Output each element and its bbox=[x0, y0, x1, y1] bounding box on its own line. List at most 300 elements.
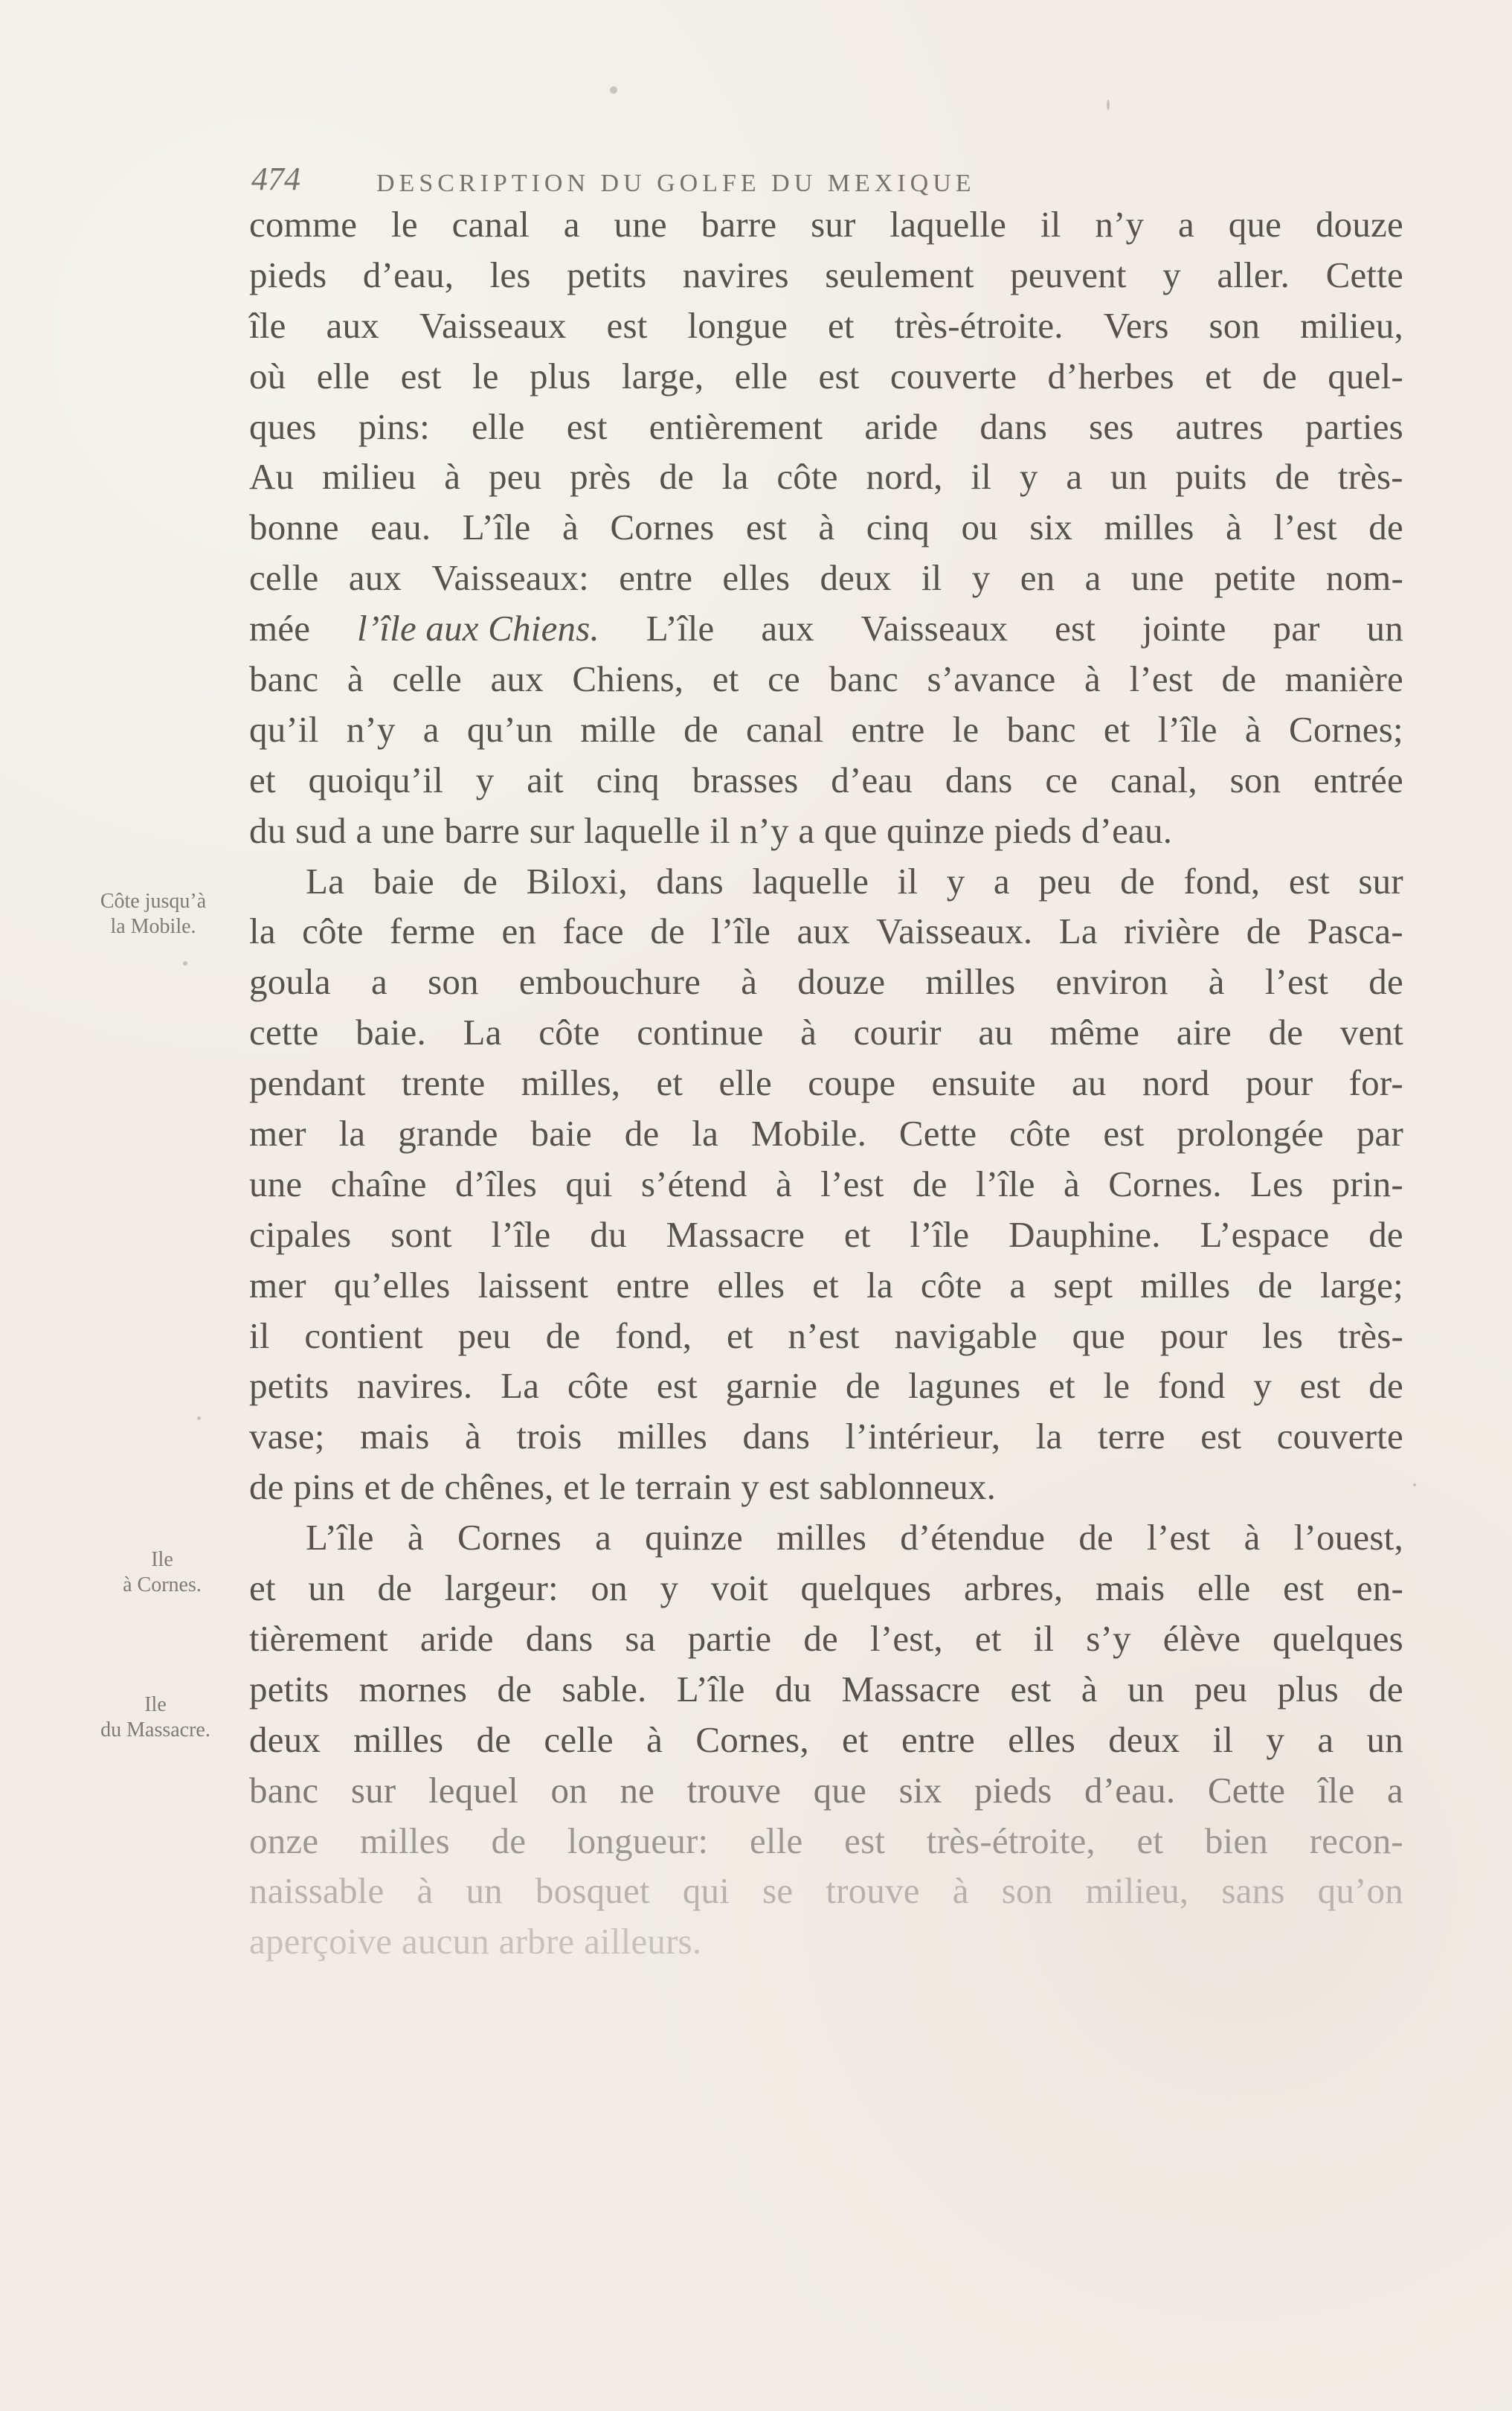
text-word: Cornes. bbox=[1108, 1163, 1222, 1204]
text-word: à bbox=[444, 456, 461, 498]
text-word: n’y bbox=[739, 809, 789, 851]
text-word: un bbox=[1366, 608, 1403, 649]
text-line bbox=[249, 1765, 1403, 1816]
margin-note-line: Côte jusqu’à bbox=[100, 890, 207, 913]
text-word: a bbox=[1387, 1769, 1403, 1811]
text-word: Vaisseaux: bbox=[431, 557, 589, 599]
text-word: trois bbox=[516, 1416, 582, 1457]
text-word: de bbox=[650, 911, 685, 952]
text-word: et bbox=[712, 658, 739, 700]
text-word: environ bbox=[1055, 961, 1168, 1003]
text-word: entre bbox=[901, 1718, 975, 1760]
text-word: pins: bbox=[358, 405, 430, 447]
text-word: côte bbox=[1009, 1113, 1071, 1155]
text-word: une bbox=[1130, 557, 1185, 599]
text-word: ne bbox=[620, 1769, 655, 1811]
text-word: aire bbox=[1176, 1012, 1232, 1053]
text-word: six bbox=[1029, 507, 1073, 548]
text-word: aux bbox=[761, 608, 814, 649]
text-word: n’y bbox=[346, 708, 396, 750]
text-word: l’île aux Chiens. bbox=[357, 608, 599, 649]
text-word: quelques bbox=[1273, 1617, 1403, 1659]
text-word: à bbox=[952, 1870, 969, 1912]
text-word: de bbox=[1368, 1213, 1403, 1255]
text-word: elle bbox=[718, 1062, 772, 1104]
text-word: a bbox=[798, 809, 815, 851]
text-word: ou bbox=[961, 507, 998, 548]
text-word: sablonneux. bbox=[819, 1466, 997, 1508]
text-word: six bbox=[898, 1769, 942, 1811]
text-word: navires bbox=[682, 254, 789, 295]
text-word: le bbox=[952, 708, 979, 750]
text-word: fond, bbox=[1183, 860, 1261, 902]
text-line bbox=[249, 603, 1403, 654]
text-word: longue bbox=[687, 304, 788, 346]
text-line bbox=[249, 1816, 1403, 1866]
text-line bbox=[249, 301, 1403, 351]
text-word: banc bbox=[829, 658, 898, 700]
text-word: La bbox=[306, 860, 345, 902]
text-word: face bbox=[562, 911, 624, 952]
text-word: banc bbox=[249, 1769, 319, 1811]
text-word: pieds bbox=[974, 1769, 1052, 1811]
text-word: et bbox=[1136, 1820, 1164, 1861]
text-word: est bbox=[844, 1820, 886, 1861]
text-word: qu’elles bbox=[333, 1264, 451, 1306]
text-word: de bbox=[1120, 860, 1155, 902]
text-word: et bbox=[249, 759, 276, 800]
text-word: ce bbox=[768, 658, 801, 700]
text-word: mer bbox=[249, 1113, 306, 1155]
text-word: mille bbox=[580, 708, 657, 750]
text-word: canal bbox=[745, 708, 824, 750]
text-line bbox=[249, 1311, 1403, 1361]
text-word: aucun bbox=[401, 1921, 489, 1962]
text-word: Vers bbox=[1103, 304, 1169, 346]
text-word: il bbox=[971, 456, 992, 498]
text-word: sept bbox=[1053, 1264, 1113, 1306]
text-word: petite bbox=[1214, 557, 1296, 599]
text-word: large, bbox=[621, 355, 704, 397]
text-word: très-étroite, bbox=[926, 1820, 1096, 1861]
text-word: puits bbox=[1175, 456, 1247, 498]
text-word: il bbox=[1033, 1617, 1055, 1659]
text-word: couverte bbox=[889, 355, 1017, 397]
text-word: prolongée bbox=[1177, 1113, 1324, 1155]
text-word: l’est bbox=[1147, 1517, 1211, 1558]
text-word: milles bbox=[359, 1820, 450, 1861]
text-word: que bbox=[1072, 1314, 1125, 1356]
text-line bbox=[249, 553, 1403, 603]
text-word: de bbox=[845, 1365, 881, 1407]
text-word: deux bbox=[249, 1718, 321, 1760]
text-word: celle bbox=[249, 557, 319, 599]
text-word: nord, bbox=[866, 456, 943, 498]
text-word: près bbox=[570, 456, 631, 498]
text-word: la bbox=[338, 1113, 366, 1155]
text-word: du bbox=[249, 809, 286, 851]
text-word: par bbox=[1356, 1113, 1403, 1155]
margin-note-ile-massacre bbox=[70, 1692, 241, 1743]
text-word: la bbox=[249, 911, 276, 952]
text-word: d’îles bbox=[454, 1163, 538, 1204]
text-word: à bbox=[1084, 658, 1101, 700]
text-word: à bbox=[1208, 961, 1225, 1003]
margin-note-line: la Mobile. bbox=[110, 915, 196, 938]
text-word: sur bbox=[811, 204, 856, 245]
text-word: est bbox=[818, 355, 860, 397]
text-word: voit bbox=[710, 1567, 768, 1609]
text-line bbox=[249, 1108, 1403, 1159]
text-word: prin- bbox=[1331, 1163, 1403, 1204]
text-word: le bbox=[472, 355, 499, 397]
text-word: ailleurs. bbox=[584, 1921, 702, 1962]
text-line bbox=[249, 1512, 1403, 1563]
text-word: pieds bbox=[249, 254, 327, 295]
paper-speck bbox=[197, 1416, 201, 1420]
text-word: à bbox=[776, 1163, 792, 1204]
text-word: à bbox=[646, 1718, 663, 1760]
text-word: en bbox=[1020, 557, 1055, 599]
text-word: petits bbox=[249, 1365, 329, 1407]
text-word: y bbox=[741, 1466, 759, 1508]
text-word: sur bbox=[1358, 860, 1403, 902]
text-word: baie bbox=[373, 860, 434, 902]
text-word: milles, bbox=[521, 1062, 621, 1104]
text-word: on bbox=[591, 1567, 628, 1609]
text-word: elle bbox=[316, 355, 370, 397]
text-word: entièrement bbox=[649, 405, 823, 447]
text-word: est bbox=[1299, 1365, 1341, 1407]
text-word: for- bbox=[1348, 1062, 1403, 1104]
text-word: très-étroite. bbox=[894, 304, 1064, 346]
text-word: vent bbox=[1339, 1012, 1403, 1053]
text-word: qu’il bbox=[249, 708, 319, 750]
text-line bbox=[249, 1462, 1403, 1512]
text-word: un bbox=[466, 1870, 503, 1912]
text-word: laquelle bbox=[752, 860, 869, 902]
text-word: a bbox=[563, 204, 580, 245]
text-word: peu bbox=[457, 1314, 511, 1356]
text-word: mée bbox=[249, 608, 311, 649]
text-word: a bbox=[595, 1517, 612, 1558]
text-word: large; bbox=[1320, 1264, 1403, 1306]
text-word: manière bbox=[1284, 658, 1403, 700]
text-word: baie bbox=[530, 1113, 592, 1155]
text-word: cinq bbox=[596, 759, 660, 800]
text-word: jointe bbox=[1142, 608, 1226, 649]
text-word: il bbox=[921, 557, 942, 599]
text-word: de bbox=[912, 1163, 948, 1204]
text-line bbox=[249, 1614, 1403, 1664]
text-word: deux bbox=[820, 557, 892, 599]
text-word: et bbox=[563, 1466, 590, 1508]
body-text bbox=[249, 199, 1403, 1967]
text-word: La bbox=[501, 1365, 540, 1407]
text-word: L’espace bbox=[1200, 1213, 1330, 1255]
text-word: à bbox=[1081, 1668, 1098, 1709]
text-word: très- bbox=[1337, 1314, 1403, 1356]
margin-note-line: Ile bbox=[144, 1693, 167, 1716]
text-word: une bbox=[614, 204, 667, 245]
text-word: au bbox=[978, 1012, 1014, 1053]
text-word: celle bbox=[544, 1718, 614, 1760]
text-word: a bbox=[371, 961, 387, 1003]
text-word: à bbox=[416, 1870, 434, 1912]
text-word: il bbox=[710, 809, 730, 851]
text-word: côte bbox=[302, 911, 364, 952]
text-word: de bbox=[1268, 1012, 1304, 1053]
text-word: plus bbox=[1277, 1668, 1339, 1709]
text-word: elle bbox=[472, 405, 525, 447]
text-word: coupe bbox=[808, 1062, 896, 1104]
text-word: petits bbox=[567, 254, 647, 295]
text-word: la bbox=[1035, 1416, 1063, 1457]
text-word: est bbox=[1103, 1113, 1145, 1155]
text-word: est bbox=[656, 1365, 698, 1407]
text-word: terrain bbox=[635, 1466, 732, 1508]
text-word: et bbox=[1205, 355, 1232, 397]
text-word: embouchure bbox=[518, 961, 701, 1003]
text-word: mais bbox=[360, 1416, 430, 1457]
page-header bbox=[251, 138, 1421, 198]
text-word: de bbox=[1221, 658, 1257, 700]
text-word: île bbox=[249, 304, 286, 346]
text-word: que bbox=[1228, 204, 1282, 245]
text-word: et bbox=[1049, 1365, 1075, 1407]
text-word: Biloxi, bbox=[526, 860, 628, 902]
text-word: un bbox=[1110, 456, 1148, 498]
text-word: au bbox=[1071, 1062, 1107, 1104]
text-line bbox=[249, 351, 1403, 402]
text-word: que bbox=[824, 809, 878, 851]
text-word: de bbox=[249, 1466, 284, 1508]
text-word: très- bbox=[1337, 456, 1403, 498]
margin-note-line: à Cornes. bbox=[123, 1573, 202, 1596]
text-word: milles bbox=[353, 1718, 444, 1760]
text-word: d’eau, bbox=[362, 254, 454, 295]
text-word: aride bbox=[419, 1617, 494, 1659]
text-word: peu bbox=[1038, 860, 1092, 902]
text-word: ses bbox=[1089, 405, 1134, 447]
text-word: dans bbox=[945, 759, 1013, 800]
text-word: a bbox=[1009, 1264, 1026, 1306]
text-word: sans bbox=[1221, 1870, 1285, 1912]
text-word: à bbox=[1226, 507, 1242, 548]
text-word: mer bbox=[249, 1264, 306, 1306]
text-word: a bbox=[1178, 204, 1194, 245]
text-word: de bbox=[683, 708, 718, 750]
text-word: l’intérieur, bbox=[845, 1416, 1001, 1457]
text-word: l’île bbox=[491, 1213, 551, 1255]
text-word: nord bbox=[1142, 1062, 1210, 1104]
text-word: y bbox=[946, 860, 965, 902]
text-word: est bbox=[400, 355, 442, 397]
text-word: comme bbox=[249, 204, 358, 245]
text-word: cipales bbox=[249, 1213, 352, 1255]
text-word: autres bbox=[1175, 405, 1264, 447]
text-word: arbres, bbox=[963, 1567, 1064, 1609]
text-word: ait bbox=[527, 759, 564, 800]
text-word: qu’un bbox=[466, 708, 553, 750]
text-word: le bbox=[1103, 1365, 1130, 1407]
text-word: L’île bbox=[676, 1668, 745, 1709]
text-word: l’est bbox=[820, 1163, 884, 1204]
text-word: de bbox=[1246, 911, 1281, 952]
text-line bbox=[249, 704, 1403, 755]
text-word: aride bbox=[864, 405, 939, 447]
text-word: de bbox=[377, 1567, 413, 1609]
text-word: est bbox=[768, 1466, 810, 1508]
text-word: aux bbox=[797, 911, 850, 952]
text-word: fond bbox=[1157, 1365, 1226, 1407]
text-word: une bbox=[382, 809, 435, 851]
text-word: de bbox=[1368, 961, 1403, 1003]
text-word: Massacre bbox=[841, 1668, 981, 1709]
text-word: onze bbox=[249, 1820, 319, 1861]
text-word: recon- bbox=[1309, 1820, 1403, 1861]
text-word: son bbox=[1209, 304, 1261, 346]
text-line bbox=[249, 755, 1403, 806]
text-word: Les bbox=[1250, 1163, 1304, 1204]
text-word: son bbox=[1229, 759, 1281, 800]
text-line bbox=[249, 957, 1403, 1007]
text-line bbox=[249, 1563, 1403, 1614]
text-word: aux bbox=[326, 304, 379, 346]
text-word: laissent bbox=[477, 1264, 589, 1306]
text-word: entre bbox=[616, 1264, 690, 1306]
text-word: barre bbox=[444, 809, 520, 851]
text-word: il bbox=[249, 1314, 270, 1356]
margin-note-ile-cornes bbox=[88, 1547, 237, 1598]
text-word: brasses bbox=[692, 759, 799, 800]
text-word: elles bbox=[1008, 1718, 1075, 1760]
text-word: douze bbox=[797, 961, 886, 1003]
text-word: s’étend bbox=[640, 1163, 747, 1204]
text-word: on bbox=[550, 1769, 588, 1811]
text-word: aux bbox=[348, 557, 402, 599]
text-word: dans bbox=[742, 1416, 811, 1457]
text-word: petits bbox=[249, 1668, 329, 1709]
text-word: vase; bbox=[249, 1416, 325, 1457]
text-word: de bbox=[400, 1466, 435, 1508]
text-word: naissable bbox=[249, 1870, 385, 1912]
text-word: pins bbox=[293, 1466, 355, 1508]
text-word: nom- bbox=[1325, 557, 1403, 599]
text-word: à bbox=[800, 1012, 817, 1053]
text-word: pendant bbox=[249, 1062, 366, 1104]
text-line bbox=[249, 502, 1403, 553]
text-word: il bbox=[1212, 1718, 1234, 1760]
text-line bbox=[249, 452, 1403, 502]
text-word: et bbox=[842, 1718, 869, 1760]
text-word: elle bbox=[734, 355, 788, 397]
text-word: courir bbox=[853, 1012, 942, 1053]
text-word: ques bbox=[249, 405, 317, 447]
text-word: la bbox=[866, 1264, 893, 1306]
text-word: a bbox=[993, 860, 1010, 902]
text-word: se bbox=[762, 1870, 794, 1912]
text-word: qui bbox=[682, 1870, 730, 1912]
text-word: grande bbox=[398, 1113, 498, 1155]
text-word: côte bbox=[920, 1264, 982, 1306]
text-line bbox=[249, 1210, 1403, 1260]
text-word: le bbox=[391, 204, 418, 245]
text-word: milles bbox=[925, 961, 1016, 1003]
margin-note-line: Ile bbox=[151, 1548, 173, 1571]
text-word: Cornes; bbox=[1288, 708, 1403, 750]
text-word: et bbox=[249, 1567, 276, 1609]
text-word: quinze bbox=[645, 1517, 743, 1558]
text-word: s’avance bbox=[927, 658, 1056, 700]
text-word: où bbox=[249, 355, 286, 397]
text-word: à bbox=[1244, 1517, 1261, 1558]
text-word: peu bbox=[489, 456, 542, 498]
text-word: elles bbox=[722, 557, 791, 599]
text-word: ensuite bbox=[931, 1062, 1036, 1104]
text-word: y bbox=[1162, 254, 1181, 295]
text-word: l’île bbox=[1157, 708, 1217, 750]
text-word: île bbox=[1317, 1769, 1355, 1811]
text-word: y bbox=[1266, 1718, 1285, 1760]
text-word: Cornes bbox=[457, 1517, 562, 1558]
text-word: cinq bbox=[866, 507, 930, 548]
text-word: il bbox=[897, 860, 919, 902]
text-word: Chiens, bbox=[572, 658, 684, 700]
text-word: pour bbox=[1245, 1062, 1313, 1104]
text-word: garnie bbox=[725, 1365, 818, 1407]
text-word: couverte bbox=[1276, 1416, 1403, 1457]
text-word: trouve bbox=[686, 1769, 782, 1811]
text-word: l’ouest, bbox=[1293, 1517, 1403, 1558]
text-word: de bbox=[659, 456, 695, 498]
text-word: pour bbox=[1159, 1314, 1228, 1356]
text-word: aperçoive bbox=[249, 1921, 393, 1962]
text-word: de bbox=[491, 1820, 527, 1861]
text-word: Au bbox=[249, 456, 295, 498]
text-word: fond, bbox=[615, 1314, 692, 1356]
text-word: de bbox=[545, 1314, 581, 1356]
running-head: DESCRIPTION DU GOLFE DU MEXIQUE bbox=[376, 170, 976, 197]
text-word: d’eau. bbox=[1081, 809, 1173, 851]
text-line bbox=[249, 1664, 1403, 1715]
text-word: y bbox=[971, 557, 991, 599]
text-line bbox=[249, 1361, 1403, 1411]
text-word: longueur: bbox=[567, 1820, 709, 1861]
text-word: milles bbox=[1140, 1264, 1231, 1306]
text-word: et bbox=[843, 1213, 871, 1255]
text-word: l’île bbox=[711, 911, 771, 952]
text-word: milieu bbox=[322, 456, 416, 498]
text-word: a bbox=[422, 708, 440, 750]
text-word: largeur: bbox=[444, 1567, 559, 1609]
text-word: et bbox=[827, 304, 855, 346]
text-word: deux bbox=[1108, 1718, 1180, 1760]
text-word: sable. bbox=[562, 1668, 647, 1709]
text-word: canal bbox=[451, 204, 530, 245]
text-word: et bbox=[364, 1466, 391, 1508]
text-word: d’étendue bbox=[900, 1517, 1046, 1558]
text-word: Vaisseaux. bbox=[876, 911, 1033, 952]
text-line bbox=[249, 1260, 1403, 1311]
text-word: chênes, bbox=[444, 1466, 554, 1508]
text-word: cette bbox=[249, 1012, 319, 1053]
text-line bbox=[249, 1411, 1403, 1462]
text-word: l’île bbox=[975, 1163, 1035, 1204]
text-word: elle bbox=[749, 1820, 803, 1861]
text-word: et bbox=[812, 1264, 839, 1306]
text-word: sont bbox=[390, 1213, 452, 1255]
